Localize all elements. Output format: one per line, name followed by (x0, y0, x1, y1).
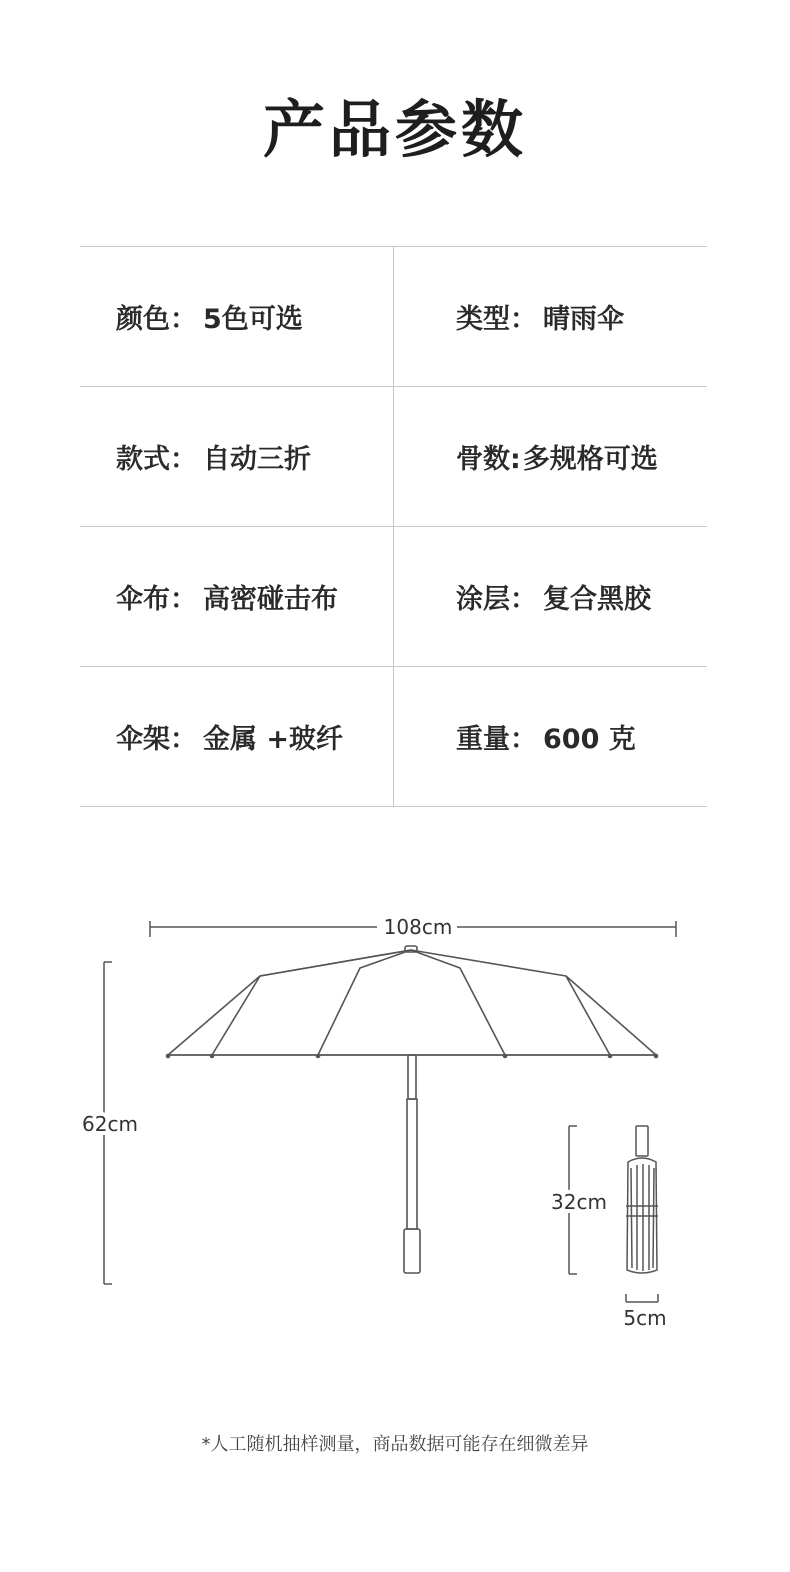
folded-diameter-dimension (626, 1294, 658, 1302)
spec-cell-coating (456, 527, 651, 666)
spec-cell-frame (116, 667, 343, 806)
spec-cell-type (456, 247, 624, 386)
column-divider (393, 667, 394, 806)
spec-value: 金属 +玻纤 (203, 724, 344, 755)
spec-label: 重量： (456, 724, 537, 755)
open-umbrella-icon (167, 946, 658, 1273)
measurement-disclaimer: *人工随机抽样测量，商品数据可能存在细微差异 (201, 1434, 589, 1455)
spec-value: 多规格可选 (522, 444, 658, 475)
spec-label: 颜色： (116, 304, 197, 335)
spec-value: 复合黑胶 (543, 584, 651, 615)
folded-length-label: 32cm (551, 1190, 607, 1214)
spec-cell-fabric (116, 527, 338, 666)
folded-diameter-label: 5cm (623, 1306, 667, 1330)
spec-cell-weight (456, 667, 636, 806)
spec-label: 类型： (456, 304, 537, 335)
height-label: 62cm (82, 1112, 138, 1136)
column-divider (393, 527, 394, 666)
spec-label: 伞架： (116, 724, 197, 755)
column-divider (393, 247, 394, 386)
page-title: 产品参数 (262, 93, 527, 166)
spec-label: 骨数: (456, 444, 521, 475)
spec-cell-color (116, 247, 303, 386)
spec-row (80, 387, 707, 527)
spec-value: 600 克 (543, 724, 636, 755)
spec-label: 伞布： (116, 584, 197, 615)
spec-value: 自动三折 (203, 444, 311, 475)
spec-row (80, 667, 707, 807)
width-label: 108cm (383, 915, 453, 939)
spec-row (80, 527, 707, 667)
folded-umbrella-icon (626, 1126, 658, 1273)
umbrella-dimension-diagram (0, 900, 790, 1340)
spec-row (80, 247, 707, 387)
spec-cell-ribs (456, 387, 658, 526)
spec-value: 晴雨伞 (543, 304, 624, 335)
spec-value: 5色可选 (203, 304, 303, 335)
spec-value: 高密碰击布 (203, 584, 338, 615)
spec-label: 涂层： (456, 584, 537, 615)
spec-table (80, 246, 707, 808)
spec-cell-style (116, 387, 311, 526)
column-divider (393, 387, 394, 526)
spec-label: 款式： (116, 444, 197, 475)
